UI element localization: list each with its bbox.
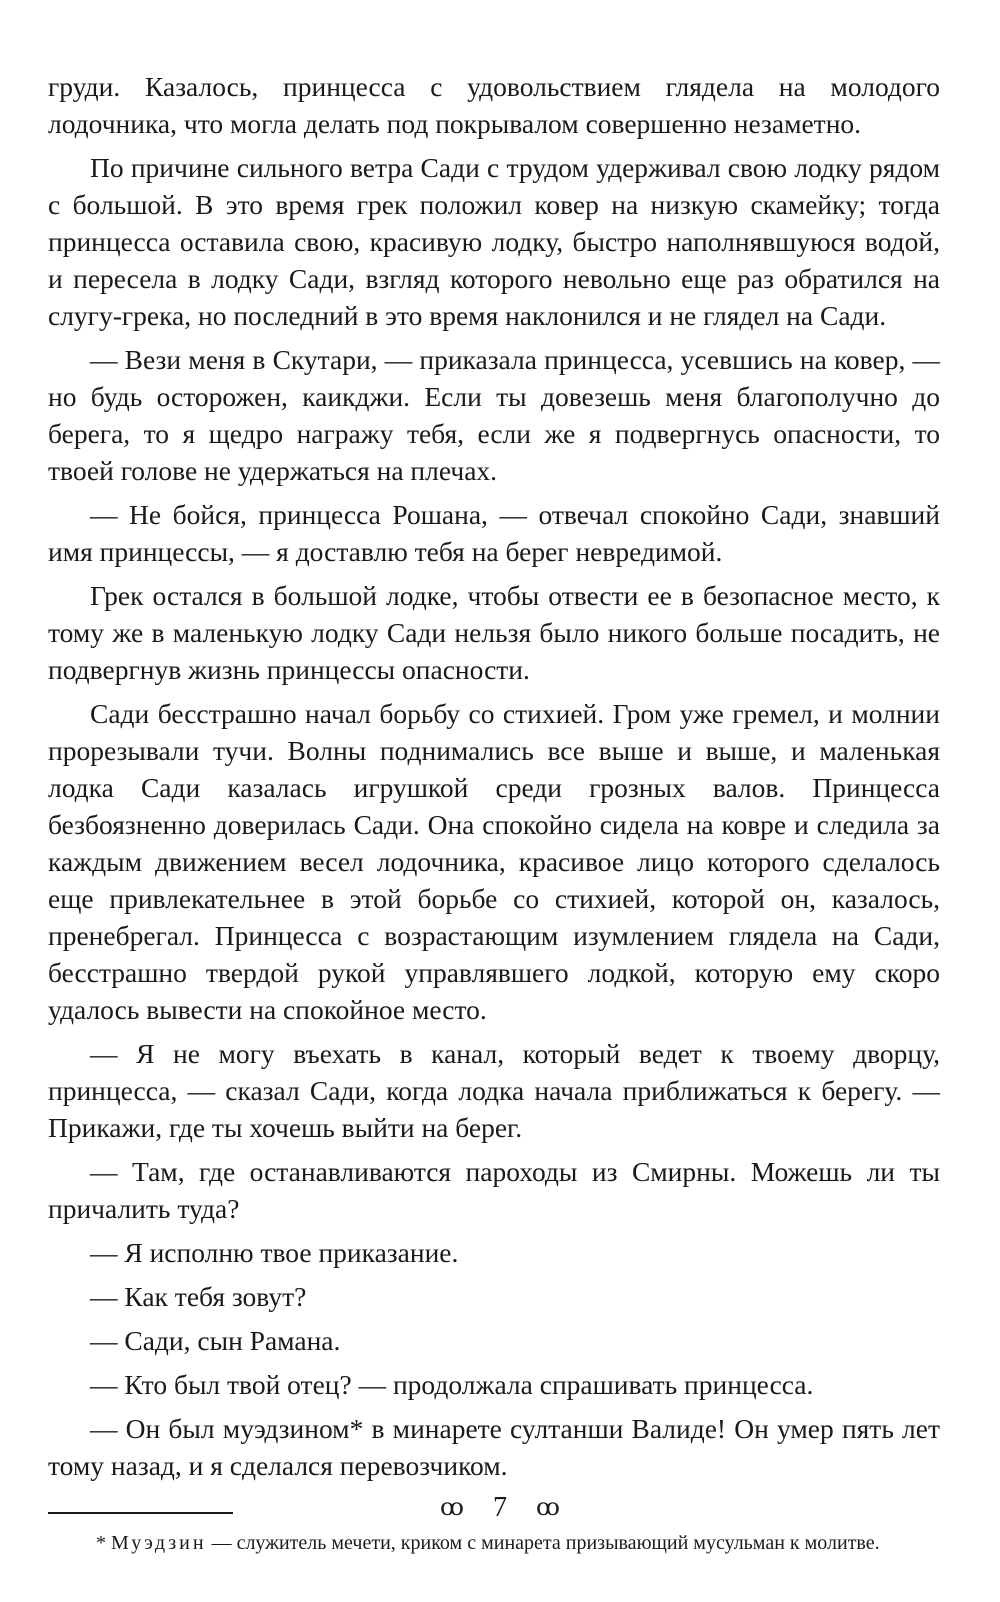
paragraph-8: — Там, где останавливаются пароходы из Смирны. Можешь ли ты причалить туда?	[48, 1156, 940, 1224]
paragraph-11: — Сади, сын Рамана.	[90, 1325, 341, 1356]
paragraph-1: груди. Казалось, принцесса с удовольствием глядела на молодого лодочника, что могла делать под покрывалом совершенно незаметно.	[48, 71, 940, 139]
footnote-marker: *	[96, 1532, 106, 1554]
right-ornament-icon: ꝏ	[536, 1495, 560, 1522]
paragraph-6: Сади бесстрашно начал борьбу со стихией. Гром уже гремел, и молнии прорезывали тучи. Волны поднимались все выше и выше, и маленькая лодка Сади казалась игрушкой среди грозных валов. Принцесса безбоязненно доверилась Сади. Она спокойно сидела на ковре и следила за каждым движением весел лодочника, красивое лицо которого сделалось еще привлекательнее в этой борьбе со стихией, которой он, казалось, пренебрегал. Принцесса с возрастающим изумлением глядела на Сади, бесстрашно твердой рукой управлявшего лодкой, которую ему скоро удалось вывести на спокойное место.	[48, 698, 940, 1025]
footnote-term: Муэдзин	[111, 1532, 207, 1554]
paragraph-3: — Вези меня в Скутари, — приказала принцесса, усевшись на ковер, — но будь осторожен, каикджи. Если ты довезешь меня благополучно до берега, то я щедро награжу тебя, если же я подвергнусь опасности, то твоей голове не удержаться на плечах.	[48, 344, 940, 486]
footnote	[48, 1528, 940, 1558]
page-number: 7	[493, 1491, 507, 1523]
paragraph-4: — Не бойся, принцесса Рошана, — отвечал спокойно Сади, знавший имя принцессы, — я доставлю тебя на берег невредимой.	[48, 499, 940, 567]
footnote-text: — служитель мечети, криком с минарета призывающий мусульман к молитве.	[211, 1532, 880, 1554]
paragraph-2: По причине сильного ветра Сади с трудом удерживал свою лодку рядом с большой. В это время грек положил ковер на низкую скамейку; тогда принцесса оставила свою, красивую лодку, быстро наполнявшуюся водой, и пересела в лодку Сади, взгляд которого невольно еще раз обратился на слугу-грека, но последний в это время наклонился и не глядел на Сади.	[48, 152, 940, 331]
page-footer	[0, 1490, 1000, 1524]
paragraph-13: — Он был муэдзином* в минарете султанши Валиде! Он умер пять лет тому назад, и я сделался перевозчиком.	[48, 1413, 940, 1481]
paragraph-5: Грек остался в большой лодке, чтобы отвести ее в безопасное место, к тому же в маленькую лодку Сади нельзя было никого больше посадить, не подвергнув жизнь принцессы опасности.	[48, 580, 940, 685]
left-ornament-icon: ꝏ	[440, 1495, 464, 1522]
paragraph-12: — Кто был твой отец? — продолжала спрашивать принцесса.	[90, 1369, 814, 1400]
paragraph-10: — Как тебя зовут?	[90, 1281, 307, 1312]
main-text	[48, 68, 940, 1484]
paragraph-7: — Я не могу въехать в канал, который ведет к твоему дворцу, принцесса, — сказал Сади, когда лодка начала приближаться к берегу. — Прикажи, где ты хочешь выйти на берег.	[48, 1038, 940, 1143]
paragraph-9: — Я исполню твое приказание.	[90, 1237, 459, 1268]
